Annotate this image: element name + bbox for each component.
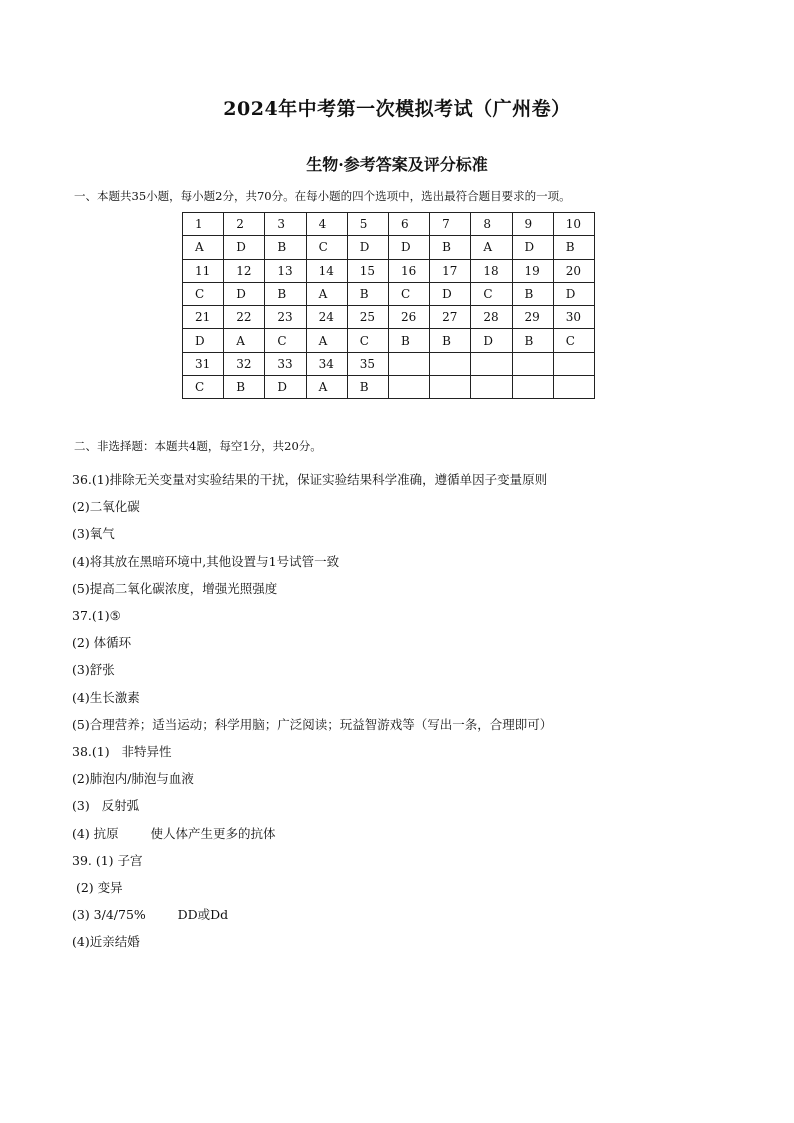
answer-letter-row bbox=[183, 376, 595, 399]
table-cell: B bbox=[224, 376, 265, 399]
question-number-row bbox=[183, 352, 595, 375]
table-cell: B bbox=[512, 329, 553, 352]
table-cell: D bbox=[430, 282, 471, 305]
table-cell: 22 bbox=[224, 306, 265, 329]
table-cell: 26 bbox=[388, 306, 429, 329]
table-cell bbox=[388, 352, 429, 375]
table-cell: A bbox=[224, 329, 265, 352]
answer-line: (3) 3/4/75% DD或Dd bbox=[72, 907, 229, 923]
table-cell: 16 bbox=[388, 259, 429, 282]
table-cell: D bbox=[347, 236, 388, 259]
answer-letter-row bbox=[183, 329, 595, 352]
table-cell bbox=[553, 352, 594, 375]
table-cell: 14 bbox=[306, 259, 347, 282]
table-cell: 24 bbox=[306, 306, 347, 329]
table-cell: B bbox=[512, 282, 553, 305]
table-cell: A bbox=[306, 282, 347, 305]
table-cell: 33 bbox=[265, 352, 306, 375]
question-number-row bbox=[183, 306, 595, 329]
table-cell: B bbox=[347, 282, 388, 305]
answer-line: 36.(1)排除无关变量对实验结果的干扰，保证实验结果科学准确，遵循单因子变量原则 bbox=[72, 472, 548, 487]
answer-line: 38.(1) 非特异性 bbox=[72, 744, 172, 760]
table-cell: D bbox=[512, 236, 553, 259]
table-cell: B bbox=[430, 236, 471, 259]
table-cell: C bbox=[388, 282, 429, 305]
table-cell bbox=[512, 352, 553, 375]
answer-line: (3)舒张 bbox=[72, 662, 115, 678]
table-cell bbox=[471, 352, 512, 375]
table-cell: A bbox=[306, 376, 347, 399]
table-cell: 6 bbox=[388, 213, 429, 236]
table-cell: C bbox=[553, 329, 594, 352]
table-cell: 25 bbox=[347, 306, 388, 329]
table-cell bbox=[430, 376, 471, 399]
answer-line: (3)氧气 bbox=[72, 526, 115, 542]
table-cell: 35 bbox=[347, 352, 388, 375]
question-number-row bbox=[183, 213, 595, 236]
table-cell: B bbox=[430, 329, 471, 352]
table-cell: 8 bbox=[471, 213, 512, 236]
table-cell: B bbox=[388, 329, 429, 352]
table-cell: 12 bbox=[224, 259, 265, 282]
answer-line: (2) 变异 bbox=[72, 880, 123, 896]
table-cell: D bbox=[388, 236, 429, 259]
answer-line: (4) 抗原 使人体产生更多的抗体 bbox=[72, 825, 276, 841]
table-cell bbox=[512, 376, 553, 399]
table-cell: D bbox=[471, 329, 512, 352]
table-cell: D bbox=[553, 282, 594, 305]
table-cell: 9 bbox=[512, 213, 553, 236]
page-title: 2024年中考第一次模拟考试（广州卷） bbox=[223, 98, 571, 120]
answer-line: (2) 体循环 bbox=[72, 635, 132, 651]
table-cell: 31 bbox=[183, 352, 224, 375]
table-cell: C bbox=[471, 282, 512, 305]
table-cell bbox=[388, 376, 429, 399]
table-cell: 18 bbox=[471, 259, 512, 282]
answer-line: (5)提高二氧化碳浓度，增强光照强度 bbox=[72, 580, 278, 596]
answer-line: (3) 反射弧 bbox=[72, 798, 140, 814]
table-cell: 30 bbox=[553, 306, 594, 329]
table-cell: 23 bbox=[265, 306, 306, 329]
answer-line: (4)将其放在黑暗环境中,其他设置与1号试管一致 bbox=[72, 553, 340, 569]
table-cell: B bbox=[347, 376, 388, 399]
table-cell: 10 bbox=[553, 213, 594, 236]
table-cell: 27 bbox=[430, 306, 471, 329]
table-cell: A bbox=[471, 236, 512, 259]
section-one-heading: 一、本题共35小题，每小题2分，共70分。在每小题的四个选项中，选出最符合题目要求的一项。 bbox=[74, 189, 571, 203]
table-cell: C bbox=[265, 329, 306, 352]
table-cell: B bbox=[265, 282, 306, 305]
answer-line: (4)生长激素 bbox=[72, 689, 140, 705]
table-cell: 29 bbox=[512, 306, 553, 329]
answer-letter-row bbox=[183, 236, 595, 259]
table-cell: A bbox=[183, 236, 224, 259]
table-cell: 19 bbox=[512, 259, 553, 282]
table-cell: 20 bbox=[553, 259, 594, 282]
table-cell: D bbox=[224, 282, 265, 305]
answer-list bbox=[72, 466, 552, 956]
table-cell: 28 bbox=[471, 306, 512, 329]
answer-line: 37.(1)⑤ bbox=[72, 608, 121, 624]
table-cell: 5 bbox=[347, 213, 388, 236]
table-cell: 2 bbox=[224, 213, 265, 236]
table-cell: 11 bbox=[183, 259, 224, 282]
table-cell: D bbox=[265, 376, 306, 399]
table-cell: 3 bbox=[265, 213, 306, 236]
answer-letter-row bbox=[183, 282, 595, 305]
table-cell: 13 bbox=[265, 259, 306, 282]
answer-table bbox=[182, 212, 595, 399]
table-cell: D bbox=[183, 329, 224, 352]
table-cell: 15 bbox=[347, 259, 388, 282]
question-number-row bbox=[183, 259, 595, 282]
table-cell: B bbox=[265, 236, 306, 259]
answer-line: (5)合理营养；适当运动；科学用脑；广泛阅读；玩益智游戏等（写出一条，合理即可） bbox=[72, 716, 553, 732]
table-cell: C bbox=[183, 376, 224, 399]
table-cell: 4 bbox=[306, 213, 347, 236]
section-two-heading: 二、非选择题：本题共4题，每空1分，共20分。 bbox=[74, 439, 322, 453]
table-cell bbox=[553, 376, 594, 399]
table-cell: C bbox=[183, 282, 224, 305]
answer-line: (2)二氧化碳 bbox=[72, 499, 140, 515]
table-cell: D bbox=[224, 236, 265, 259]
table-cell: 17 bbox=[430, 259, 471, 282]
answer-line: 39. (1) 子宫 bbox=[72, 852, 143, 868]
answer-line: (4)近亲结婚 bbox=[72, 934, 140, 950]
table-cell: C bbox=[347, 329, 388, 352]
page-subtitle: 生物·参考答案及评分标准 bbox=[306, 155, 488, 174]
table-cell: 7 bbox=[430, 213, 471, 236]
table-cell: B bbox=[553, 236, 594, 259]
table-cell: 21 bbox=[183, 306, 224, 329]
answer-line: (2)肺泡内/肺泡与血液 bbox=[72, 771, 194, 787]
table-cell: C bbox=[306, 236, 347, 259]
table-cell bbox=[430, 352, 471, 375]
table-cell: A bbox=[306, 329, 347, 352]
table-cell: 1 bbox=[183, 213, 224, 236]
table-cell: 34 bbox=[306, 352, 347, 375]
table-cell bbox=[471, 376, 512, 399]
table-cell: 32 bbox=[224, 352, 265, 375]
